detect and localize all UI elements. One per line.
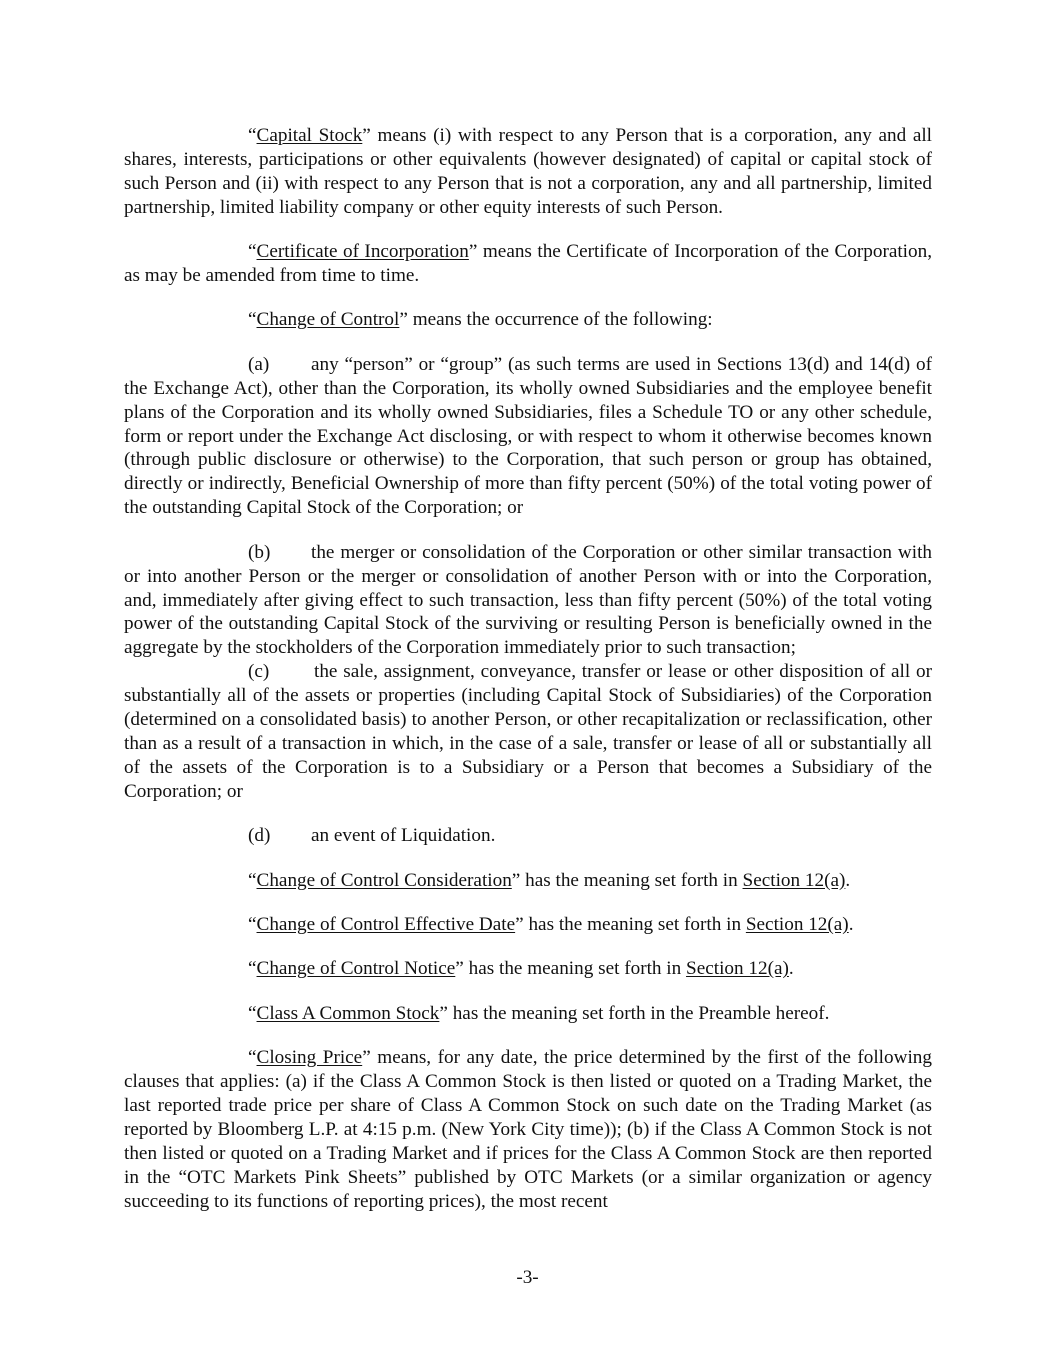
definition-change-of-control-notice: “Change of Control Notice” has the meaning set forth in Section 12(a). [248, 958, 794, 980]
definition-closing-price: “Closing Price” means, for any date, the price determined by the first of the following clauses that applies: (a) if the Class A Common Stock is then listed or quoted on a Trading Market, the last reported trade price per share of Class A Common Stock on such date on the Trading Market (as reported by Bloomberg L.P. at 4:15 p.m. (New York City time)); (b) if the Class A Common Stock is not then listed or quoted on a Trading Market and if prices for the Class A Common Stock are then reported in the “OTC Markets Pink Sheets” published by OTC Markets (or a similar organization or agency succeeding to its functions of reporting prices), the most recent [124, 1047, 932, 1212]
definition-end: . [848, 913, 854, 935]
definition-text: means the occurrence of the following: [407, 309, 713, 331]
defined-term: Closing Price [256, 1047, 363, 1069]
section-reference: Section 12(a) [742, 869, 846, 891]
clause-text: the merger or consolidation of the Corporation or other similar transaction with or into another Person or the merger or consolidation of another Person with or into the Corporation, and, immediately after giving effect to such transaction, less than fifty percent (50%) of the total voting power of the outstanding Capital Stock of the surviving or resulting Person is beneficially owned in the aggregate by the stockholders of the Corporation immediately prior to such transaction; [124, 541, 932, 659]
document-page [124, 124, 932, 1214]
definition-end: . [845, 869, 851, 891]
definition-text: has the meaning set forth in [523, 913, 746, 935]
clause-a [124, 353, 932, 520]
definition-class-a-common-stock: “Class A Common Stock” has the meaning set forth in the Preamble hereof. [248, 1002, 830, 1024]
definition-text: has the meaning set forth in the Preamble hereof. [447, 1002, 830, 1024]
defined-term: Capital Stock [256, 125, 363, 146]
defined-term: Change of Control Effective Date [256, 913, 516, 935]
defined-term: Class A Common Stock [256, 1002, 440, 1024]
definition-end: . [788, 958, 794, 980]
clause-label: (b) [248, 541, 271, 563]
definition-change-of-control-consideration: “Change of Control Consideration” has the meaning set forth in Section 12(a). [248, 869, 851, 891]
definition-text: means, for any date, the price determined by the first of the following clauses that applies: (a) if the Class A Common Stock is then listed or quoted on a Trading Market, the last reported trade price per share of Class A Common Stock on such date on the Trading Market (as reported by Bloomberg L.P. at 4:15 p.m. (New York City time)); (b) if the Class A Common Stock is not then listed or quoted on a Trading Market and if prices for the Class A Common Stock are then reported in the “OTC Markets Pink Sheets” published by OTC Markets (or a similar organization or agency succeeding to its functions of reporting prices), the most recent [124, 1047, 932, 1212]
defined-term: Change of Control Consideration [256, 869, 512, 891]
definition-text: has the meaning set forth in [520, 869, 743, 891]
clause-d [124, 824, 932, 848]
definition-text: has the meaning set forth in [463, 958, 687, 980]
clause-label: (c) [248, 661, 270, 683]
clause-text: an event of Liquidation. [311, 825, 496, 847]
definition-text: means (i) with respect to any Person that is a corporation, any and all shares, interests, participations or other equivalents (however designated) of capital or capital stock of such Person and (ii) with respect to any Person that is not a corporation, any and all partnership, limited partnership, limited liability company or other equity interests of such Person. [124, 125, 933, 218]
definition-text: means the Certificate of Incorporation of the Corporation, as may be amended from time to time. [124, 241, 932, 287]
clause-b [124, 541, 932, 661]
definition-certificate-of-incorporation: “Certificate of Incorporation” means the Certificate of Incorporation of the Corporation, as may be amended from time to time. [124, 241, 932, 287]
section-reference: Section 12(a) [686, 958, 789, 980]
clause-c [124, 660, 932, 803]
clause-label: (a) [248, 353, 270, 375]
defined-term: Certificate of Incorporation [256, 241, 469, 263]
section-reference: Section 12(a) [745, 913, 849, 935]
defined-term: Change of Control Notice [256, 958, 456, 980]
clause-text: the sale, assignment, conveyance, transfer or lease or other disposition of all or substantially all of the assets or properties (including Capital Stock of Subsidiaries) of the Corporation (determined on a consolidated basis) to another Person, or other recapitalization or reclassification, other than as a result of a transaction in which, in the case of a sale, transfer or lease of all or substantially all of the assets of the Corporation is to a Subsidiary or a Person that becomes a Subsidiary of the Corporation; or [124, 661, 932, 802]
definition-capital-stock: “Capital Stock” means (i) with respect to any Person that is a corporation, any and all shares, interests, participations or other equivalents (however designated) of capital or capital stock of such Person and (ii) with respect to any Person that is not a corporation, any and all partnership, limited partnership, limited liability company or other equity interests of such Person. [124, 125, 933, 218]
page-number: -3- [516, 1267, 539, 1288]
definition-change-of-control-effective-date: “Change of Control Effective Date” has the meaning set forth in Section 12(a). [248, 913, 854, 935]
defined-term: Change of Control [256, 309, 400, 331]
definition-change-of-control: “Change of Control” means the occurrence of the following: [248, 309, 713, 331]
clause-label: (d) [248, 825, 271, 847]
clause-text: any “person” or “group” (as such terms are used in Sections 13(d) and 14(d) of the Exchange Act), other than the Corporation, its wholly owned Subsidiaries and the employee benefit plans of the Corporation and its wholly owned Subsidiaries, files a Schedule TO or any other schedule, form or report under the Exchange Act disclosing, or with respect to whom it otherwise becomes known (through public disclosure or otherwise) to the Corporation, that such person or group has obtained, directly or indirectly, Beneficial Ownership of more than fifty percent (50%) of the total voting power of the outstanding Capital Stock of the Corporation; or [124, 353, 932, 519]
